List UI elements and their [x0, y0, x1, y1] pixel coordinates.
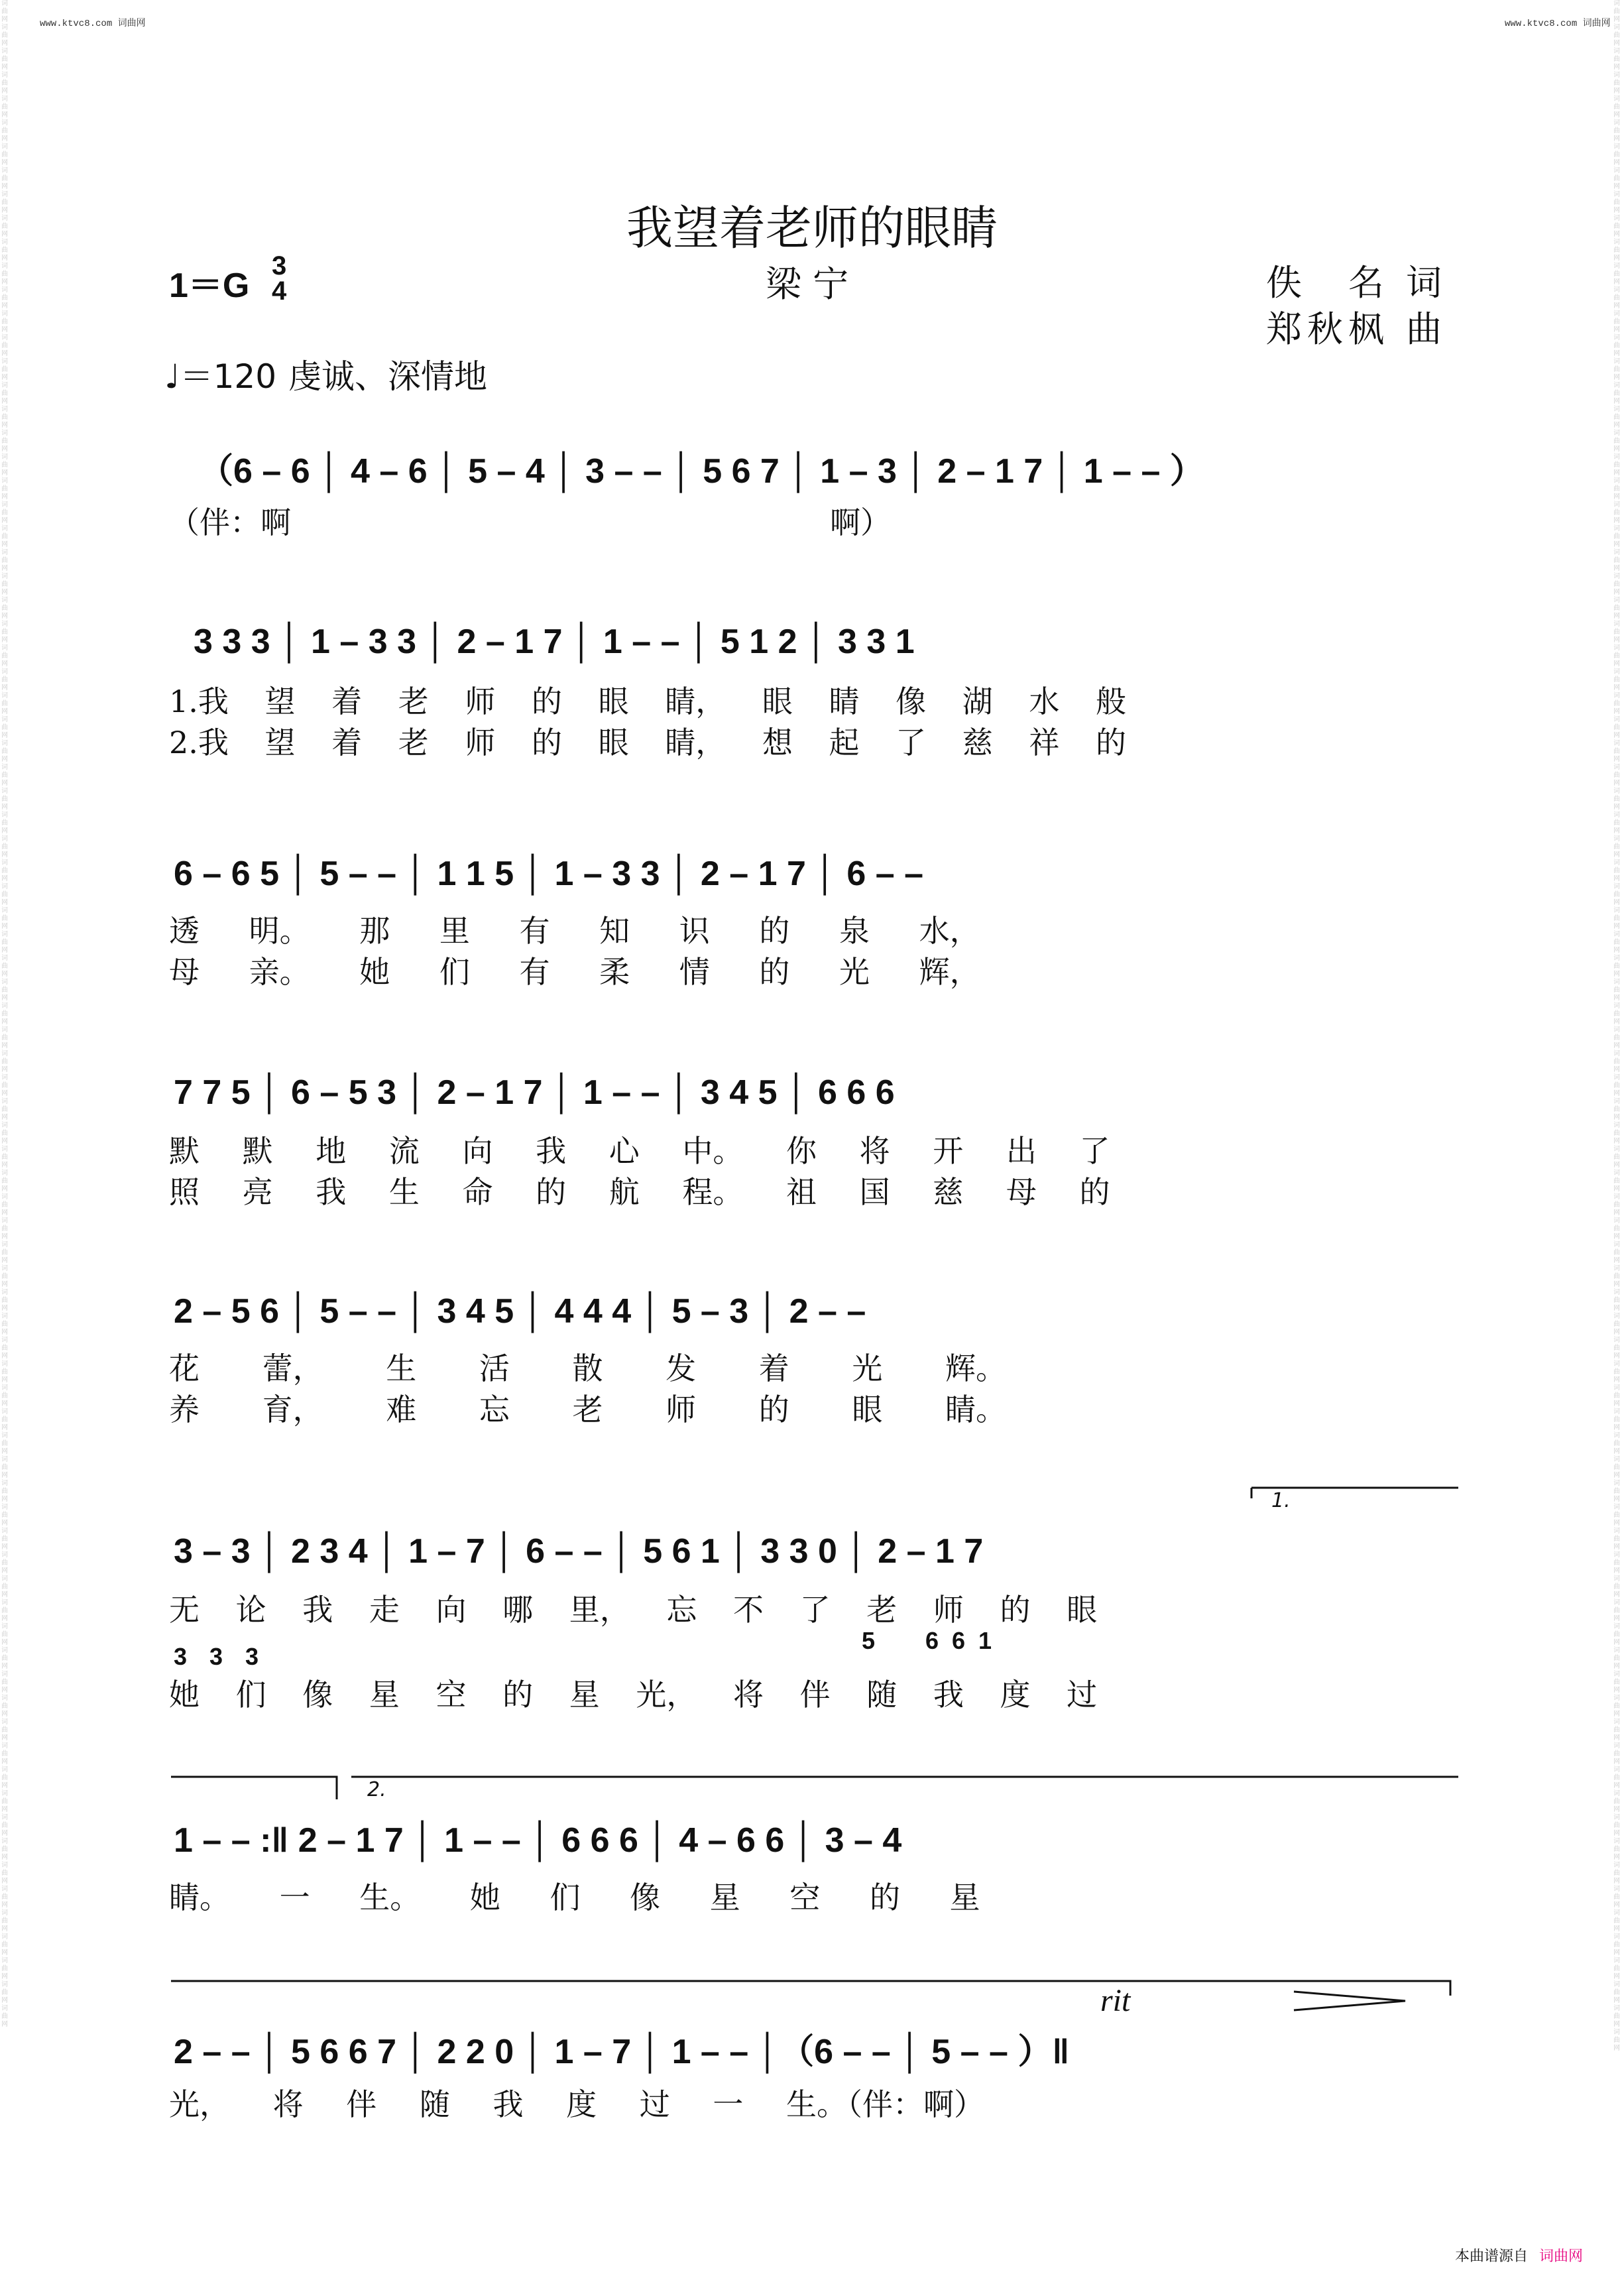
- lyric-row-4b: 照 亮 我 生 命 的 航 程。 祖 国 慈 母 的: [169, 1174, 1110, 1210]
- staff-row-6: 3 – 3 │ 2 3 4 │ 1 – 7 │ 6 – – │ 5 6 1 │ 3 3 0 │ 2 – 1 7: [174, 1532, 984, 1571]
- lyric-row-8: 光， 将 伴 随 我 度 过 一 生。（伴：啊）: [169, 2086, 984, 2122]
- quarter-note-icon: ♩: [164, 357, 180, 396]
- song-title: 我望着老师的眼睛: [626, 201, 998, 255]
- watermark-right: www.ktvc8.com 词曲网: [1505, 19, 1611, 29]
- grace-notes-3: 6 6 1: [925, 1627, 992, 1654]
- volta-2-label: 2.: [367, 1778, 386, 1801]
- volta-2-bracket: [171, 1777, 1458, 1799]
- tempo-marking: ♩＝120 虔诚、深情地: [164, 357, 488, 396]
- key-signature: 1＝G: [169, 267, 250, 305]
- volta-1-label: 1.: [1271, 1489, 1291, 1512]
- staff-row-5: 2 – 5 6 │ 5 – – │ 3 4 5 │ 4 4 4 │ 5 – 3 │ 2 – –: [174, 1292, 866, 1331]
- time-signature: 3 4: [272, 251, 287, 306]
- lyric-row-2b: 2.我 望 着 老 师 的 眼 睛， 想 起 了 慈 祥 的: [169, 725, 1126, 760]
- staff-row-4: 7 7 5 │ 6 – 5 3 │ 2 – 1 7 │ 1 – – │ 3 4 5 │ 6 6 6: [174, 1073, 895, 1112]
- rit-rule: [171, 1981, 1450, 1996]
- staff-notes: （6 – 6 │ 4 – 6 │ 5 – 4 │ 3 – – │ 5 6 7 │ 1 – 3 │ 2 – 1 7 │ 1 – – ）: [199, 452, 1204, 491]
- lyricist: 佚 名 词: [1266, 262, 1448, 304]
- ritardando-mark: rit: [1100, 1983, 1131, 2018]
- decrescendo-hairpin: [1294, 1992, 1405, 2010]
- lyric-row-7: 睛。 一 生。 她 们 像 星 空 的 星: [169, 1880, 980, 1915]
- side-watermark-right: 词曲网词曲网词曲网词曲网词曲网词曲网词曲网词曲网词曲网词曲网词曲网词曲网词曲网词曲网词曲网词曲网词曲网词曲网词曲网词曲网词曲网词曲网词曲网词曲网词曲网词曲网词曲网词曲网词曲网词曲网词曲网词曲网词曲网词曲网词曲网词曲网词曲网词曲网词曲网词曲网词曲网词曲网词曲网词曲网词曲网词曲网词曲网词曲网词曲网词曲网词曲网词曲网词曲网词曲网词曲网词曲网词曲网词曲网词曲网词曲网词曲网词曲网词曲网词曲网词曲网词曲网词曲网词曲网词曲网词曲网词曲网词曲网词曲网词曲网词曲网词曲网词曲网词曲网词曲网词曲网词曲网词曲网词曲网词曲网词曲网词曲网: [1613, 0, 1620, 2052]
- footer-source: 本曲谱源自: [1455, 2248, 1529, 2265]
- lyric-row-3b: 母 亲。 她 们 有 柔 情 的 光 辉，: [169, 954, 980, 990]
- singer: 梁 宁: [766, 263, 849, 305]
- side-watermark-left: 词曲网词曲网词曲网词曲网词曲网词曲网词曲网词曲网词曲网词曲网词曲网词曲网词曲网词曲网词曲网词曲网词曲网词曲网词曲网词曲网词曲网词曲网词曲网词曲网词曲网词曲网词曲网词曲网词曲网词曲网词曲网词曲网词曲网词曲网词曲网词曲网词曲网词曲网词曲网词曲网词曲网词曲网词曲网词曲网词曲网词曲网词曲网词曲网词曲网词曲网词曲网词曲网词曲网词曲网词曲网词曲网词曲网词曲网词曲网词曲网词曲网词曲网词曲网词曲网词曲网词曲网词曲网词曲网词曲网词曲网词曲网词曲网词曲网词曲网词曲网词曲网词曲网词曲网词曲网词曲网词曲网词曲网词曲网词曲网词曲网: [1, 0, 8, 2028]
- lyric-row-1: （伴：啊: [169, 505, 291, 540]
- footer-site-link[interactable]: 词曲网: [1539, 2248, 1584, 2265]
- lyric-row-6a: 无 论 我 走 向 哪 里， 忘 不 了 老 师 的 眼: [169, 1592, 1098, 1628]
- staff-row-3: 6 – 6 5 │ 5 – – │ 1 1 5 │ 1 – 3 3 │ 2 – 1 7 │ 6 – –: [174, 855, 923, 893]
- lyric-row-2a: 1.我 望 着 老 师 的 眼 睛， 眼 睛 像 湖 水 般: [169, 684, 1126, 719]
- staff-row-7: 1 – – :‖ 2 – 1 7 │ 1 – – │ 6 6 6 │ 4 – 6 6 │ 3 – 4: [174, 1821, 902, 1860]
- grace-notes-2: 5: [862, 1627, 876, 1654]
- composer: 郑秋枫 曲: [1266, 308, 1448, 350]
- staff-row-2: 3 3 3 │ 1 – 3 3 │ 2 – 1 7 │ 1 – – │ 5 1 2 │ 3 3 1: [194, 623, 915, 661]
- watermark-left: www.ktvc8.com 词曲网: [40, 19, 146, 29]
- volta-1-bracket: [1251, 1488, 1458, 1498]
- lyric-row-4a: 默 默 地 流 向 我 心 中。 你 将 开 出 了: [169, 1133, 1110, 1169]
- lyric-row-1b: 啊）: [830, 505, 891, 540]
- staff-row-8: 2 – – │ 5 6 6 7 │ 2 2 0 │ 1 – 7 │ 1 – – │（6 – – │ 5 – – ）‖: [174, 2033, 1070, 2071]
- lyric-row-5a: 花 蕾， 生 活 散 发 着 光 辉。: [169, 1351, 1006, 1386]
- lyric-row-3a: 透 明。 那 里 有 知 识 的 泉 水，: [169, 913, 980, 949]
- lyric-row-5b: 养 育， 难 忘 老 师 的 眼 睛。: [169, 1392, 1006, 1427]
- lyric-row-6b: 她 们 像 星 空 的 星 光， 将 伴 随 我 度 过: [169, 1677, 1098, 1713]
- grace-notes-1: 3 3 3: [174, 1643, 259, 1670]
